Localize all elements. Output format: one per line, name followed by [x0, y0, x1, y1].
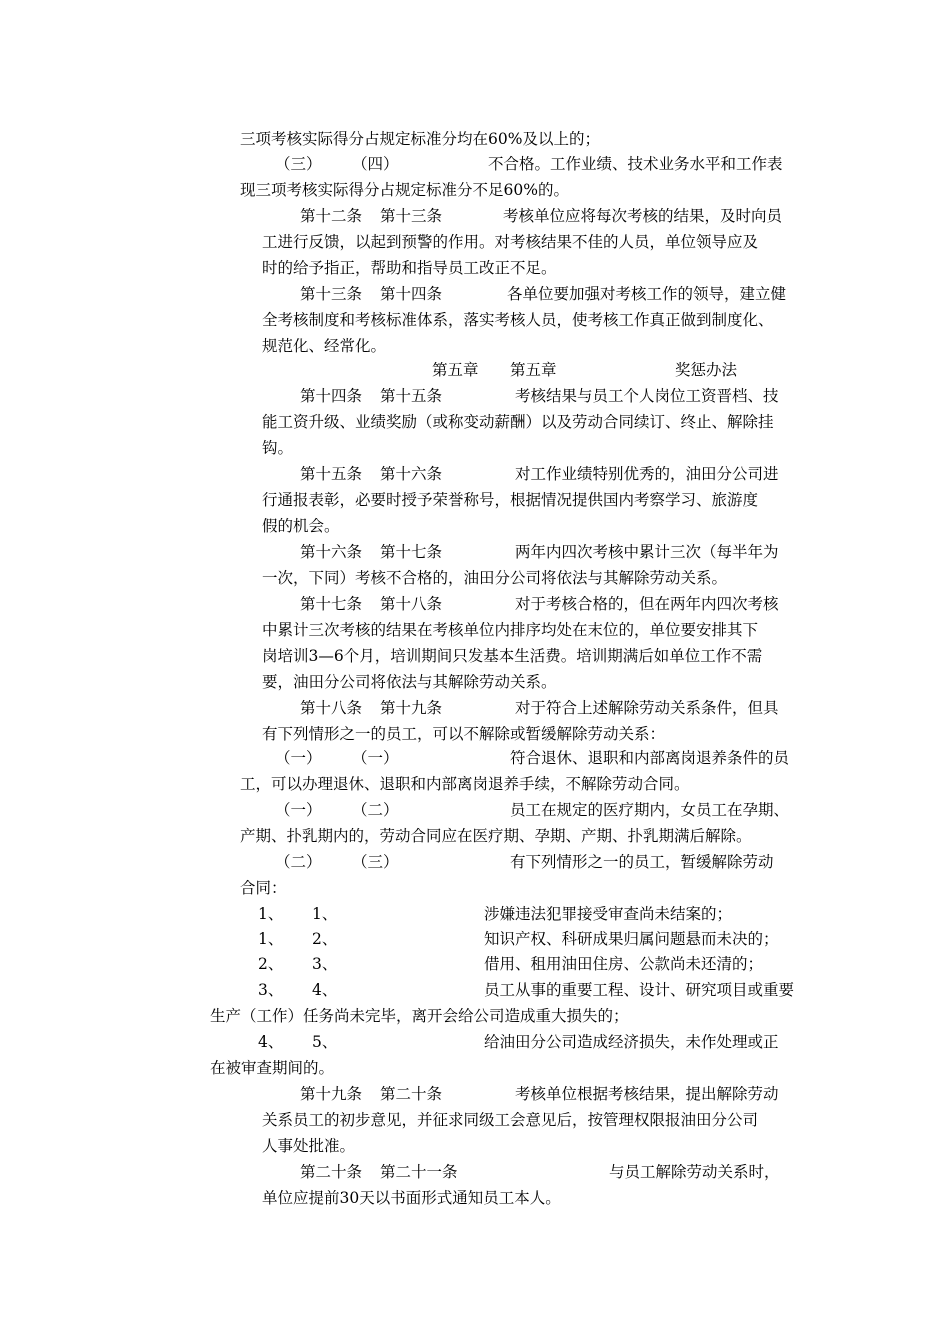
text-line: 合同： — [240, 879, 287, 897]
article-number: 第十三条 — [300, 285, 363, 303]
text-line: 不合格。工作业绩、技术业务水平和工作表 — [488, 155, 783, 173]
text-line: 符合退休、退职和内部离岗退养条件的员 — [510, 749, 790, 767]
chapter-number: 第五章 — [510, 361, 557, 379]
item-number: 2、 — [258, 955, 284, 973]
item-number: 1、 — [312, 905, 338, 923]
text-line: 与员工解除劳动关系时， — [609, 1163, 780, 1181]
article-number: 第十八条 — [300, 699, 363, 717]
article-number: 第二十条 — [300, 1163, 363, 1181]
text-line: 假的机会。 — [262, 517, 340, 535]
article-number: 第十九条 — [380, 699, 443, 717]
text-line: 对于考核合格的，但在两年内四次考核 — [515, 595, 779, 613]
text-line: 工，可以办理退休、退职和内部离岗退养手续，不解除劳动合同。 — [240, 775, 690, 793]
text-line: 能工资升级、业绩奖励（或称变动薪酬）以及劳动合同续订、终止、解除挂 — [262, 413, 774, 431]
article-number: 第二十一条 — [380, 1163, 458, 1181]
text-line: 一次，下同）考核不合格的，油田分公司将依法与其解除劳动关系。 — [262, 569, 728, 587]
article-number: 第十六条 — [300, 543, 363, 561]
text-line: 三项考核实际得分占规定标准分均在60%及以上的； — [240, 130, 600, 148]
text-line: 人事处批准。 — [262, 1137, 356, 1155]
text-line: 考核单位根据考核结果，提出解除劳动 — [515, 1085, 779, 1103]
article-number: 第十五条 — [380, 387, 443, 405]
item-number: 4、 — [258, 1033, 284, 1051]
text-line: 借用、租用油田住房、公款尚未还清的； — [484, 955, 764, 973]
article-number: 第十七条 — [300, 595, 363, 613]
text-line: 行通报表彰，必要时授予荣誉称号，根据情况提供国内考察学习、旅游度 — [262, 491, 759, 509]
article-number: 第十三条 — [380, 207, 443, 225]
text-line: 生产（工作）任务尚未完毕，离开会给公司造成重大损失的； — [210, 1007, 629, 1025]
item-number: 1、 — [258, 905, 284, 923]
text-line: 对工作业绩特别优秀的，油田分公司进 — [515, 465, 779, 483]
item-number: （一） — [275, 749, 322, 767]
item-number: （三） — [352, 853, 399, 871]
item-number: 5、 — [312, 1033, 338, 1051]
text-line: 岗培训3—6个月，培训期间只发基本生活费。培训期满后如单位工作不需 — [262, 647, 763, 665]
text-line: 给油田分公司造成经济损失，未作处理或正 — [484, 1033, 779, 1051]
article-number: 第十七条 — [380, 543, 443, 561]
chapter-title: 奖惩办法 — [675, 361, 738, 379]
article-number: 第十二条 — [300, 207, 363, 225]
text-line: 考核单位应将每次考核的结果，及时向员 — [503, 207, 783, 225]
item-number: 2、 — [312, 930, 338, 948]
text-line: 考核结果与员工个人岗位工资晋档、技 — [515, 387, 779, 405]
text-line: 员工从事的重要工程、设计、研究项目或重要 — [484, 981, 795, 999]
text-line: 中累计三次考核的结果在考核单位内排序均处在末位的，单位要安排其下 — [262, 621, 759, 639]
item-number: （二） — [275, 853, 322, 871]
text-line: 现三项考核实际得分占规定标准分不足60%的。 — [240, 181, 569, 199]
text-line: 对于符合上述解除劳动关系条件，但具 — [515, 699, 779, 717]
item-number: （一） — [352, 749, 399, 767]
article-number: 第十四条 — [380, 285, 443, 303]
text-line: 知识产权、科研成果归属问题悬而未决的； — [484, 930, 779, 948]
text-line: 工进行反馈，以起到预警的作用。对考核结果不佳的人员，单位领导应及 — [262, 233, 759, 251]
item-number: 4、 — [312, 981, 338, 999]
text-line: 员工在规定的医疗期内，女员工在孕期、 — [510, 801, 790, 819]
text-line: 关系员工的初步意见，并征求同级工会意见后，按管理权限报油田分公司 — [262, 1111, 759, 1129]
item-number: （四） — [352, 155, 399, 173]
text-line: 钩。 — [262, 439, 294, 457]
chapter-number: 第五章 — [432, 361, 479, 379]
text-line: 两年内四次考核中累计三次（每半年为 — [515, 543, 779, 561]
article-number: 第十九条 — [300, 1085, 363, 1103]
article-number: 第十六条 — [380, 465, 443, 483]
text-line: 时的给予指正，帮助和指导员工改正不足。 — [262, 259, 557, 277]
article-number: 第十四条 — [300, 387, 363, 405]
item-number: 3、 — [258, 981, 284, 999]
item-number: （二） — [352, 801, 399, 819]
text-line: 有下列情形之一的员工，暂缓解除劳动 — [510, 853, 774, 871]
article-number: 第二十条 — [380, 1085, 443, 1103]
article-number: 第十五条 — [300, 465, 363, 483]
text-line: 单位应提前30天以书面形式通知员工本人。 — [262, 1189, 561, 1207]
text-line: 产期、扑乳期内的，劳动合同应在医疗期、孕期、产期、扑乳期满后解除。 — [240, 827, 752, 845]
text-line: 各单位要加强对考核工作的领导，建立健 — [507, 285, 787, 303]
text-line: 有下列情形之一的员工，可以不解除或暂缓解除劳动关系： — [262, 725, 666, 743]
text-line: 在被审查期间的。 — [210, 1059, 335, 1077]
text-line: 涉嫌违法犯罪接受审查尚未结案的； — [484, 905, 733, 923]
item-number: （一） — [275, 801, 322, 819]
text-line: 规范化、经常化。 — [262, 337, 387, 355]
item-number: 1、 — [258, 930, 284, 948]
text-line: 要，油田分公司将依法与其解除劳动关系。 — [262, 673, 557, 691]
article-number: 第十八条 — [380, 595, 443, 613]
item-number: 3、 — [312, 955, 338, 973]
item-number: （三） — [275, 155, 322, 173]
text-line: 全考核制度和考核标准体系，落实考核人员，使考核工作真正做到制度化、 — [262, 311, 774, 329]
